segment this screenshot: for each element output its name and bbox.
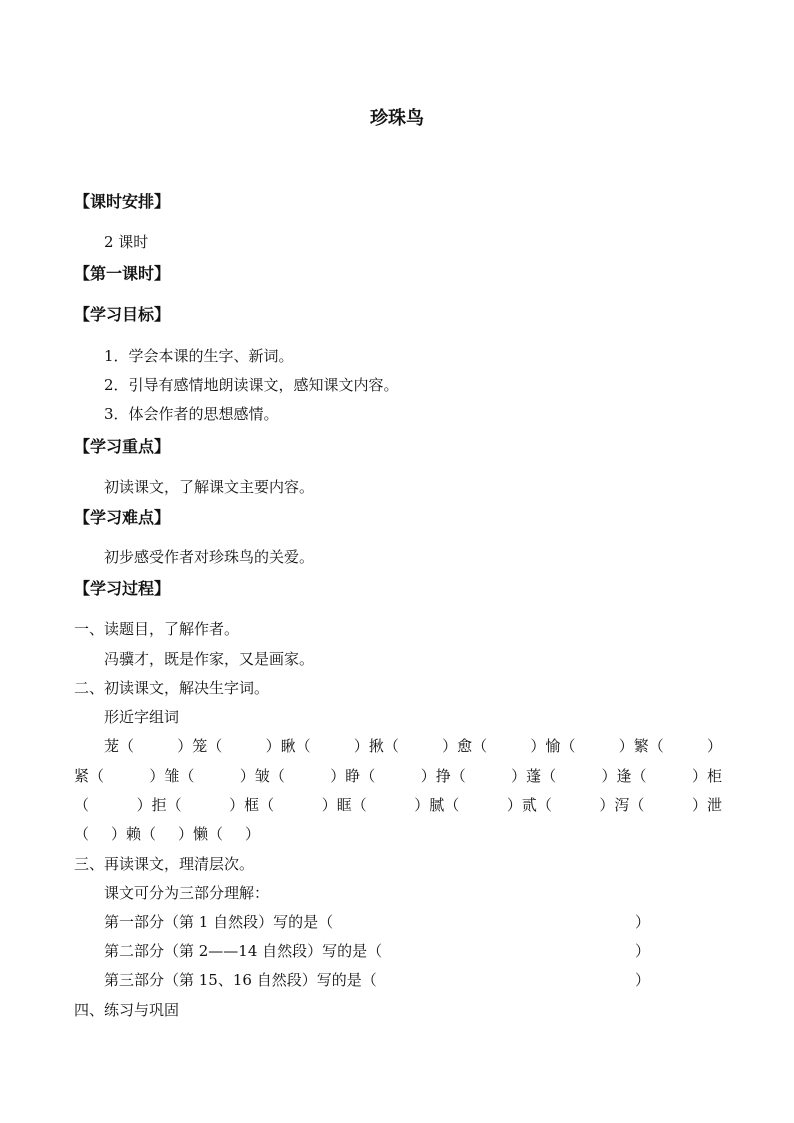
step-4: 四、练习与巩固	[74, 1001, 180, 1019]
word-cell: ）腻（	[414, 796, 460, 814]
part-close: ）	[634, 942, 650, 960]
part-label: 第一部分（第 1 自然段）写的是（	[104, 913, 334, 931]
part-close: ）	[634, 913, 650, 931]
word-cell: ）赖（	[111, 825, 157, 843]
word-cell: ）繁（	[618, 737, 664, 755]
step-2-sub: 形近字组词	[104, 708, 180, 726]
word-cell: ）懒（	[178, 825, 224, 843]
word-cell: （	[74, 796, 90, 814]
word-cell: （	[74, 825, 90, 843]
word-cell: ）	[706, 737, 722, 755]
difficulty-value: 初步感受作者对珍珠鸟的关爱。	[104, 548, 315, 566]
goal-item: 1．学会本课的生字、新词。	[104, 347, 294, 365]
word-cell: ）愈（	[442, 737, 488, 755]
word-cell: ）贰（	[506, 796, 552, 814]
part-line	[104, 911, 650, 933]
word-cell: ）皱（	[239, 767, 285, 785]
part-label: 第三部分（第 15、16 自然段）写的是（	[104, 971, 377, 989]
part-close: ）	[634, 971, 650, 989]
word-cell: 紧（	[74, 767, 105, 785]
part-line	[104, 940, 650, 962]
step-3-sub: 课文可分为三部分理解：	[104, 884, 270, 902]
part-label: 第二部分（第 2——14 自然段）写的是（	[104, 942, 383, 960]
step-3: 三、再读课文，理清层次。	[74, 855, 255, 873]
arrangement-value: 2 课时	[104, 233, 149, 251]
word-cell: ）雏（	[149, 767, 195, 785]
word-cell: ）愉（	[530, 737, 576, 755]
word-cell: ）蓬（	[511, 767, 557, 785]
word-row	[104, 735, 722, 757]
word-cell: ）眶（	[321, 796, 367, 814]
arrangement-heading: 【课时安排】	[74, 192, 171, 211]
word-cell: ）柜	[691, 767, 722, 785]
part-line	[104, 969, 650, 991]
step-1: 一、读题目，了解作者。	[74, 620, 240, 638]
word-row	[74, 823, 722, 845]
word-cell: ）挣（	[420, 767, 466, 785]
word-cell: ）框（	[229, 796, 275, 814]
key-value: 初读课文，了解课文主要内容。	[104, 478, 315, 496]
word-cell: ）	[245, 825, 261, 843]
step-1-detail: 冯骥才，既是作家，又是画家。	[104, 650, 315, 668]
word-cell: ）泻（	[599, 796, 645, 814]
document-title: 珍珠鸟	[370, 108, 424, 129]
key-heading: 【学习重点】	[74, 437, 171, 456]
word-cell: ）拒（	[136, 796, 182, 814]
word-cell: ）逢（	[601, 767, 647, 785]
process-heading: 【学习过程】	[74, 579, 171, 598]
word-cell: ）笼（	[177, 737, 223, 755]
goal-item: 2．引导有感情地朗读课文，感知课文内容。	[104, 376, 399, 394]
word-cell: ）瞅（	[265, 737, 311, 755]
goal-item: 3．体会作者的思想感情。	[104, 405, 279, 423]
word-cell: ）睁（	[330, 767, 376, 785]
first-lesson-heading: 【第一课时】	[74, 264, 171, 283]
word-row	[74, 765, 722, 787]
goals-heading: 【学习目标】	[74, 305, 171, 324]
step-2: 二、初读课文，解决生字词。	[74, 679, 270, 697]
word-cell: 茏（	[104, 737, 135, 755]
word-row	[74, 794, 722, 816]
word-cell: ）泄	[691, 796, 722, 814]
difficulty-heading: 【学习难点】	[74, 508, 171, 527]
word-cell: ）揪（	[353, 737, 399, 755]
